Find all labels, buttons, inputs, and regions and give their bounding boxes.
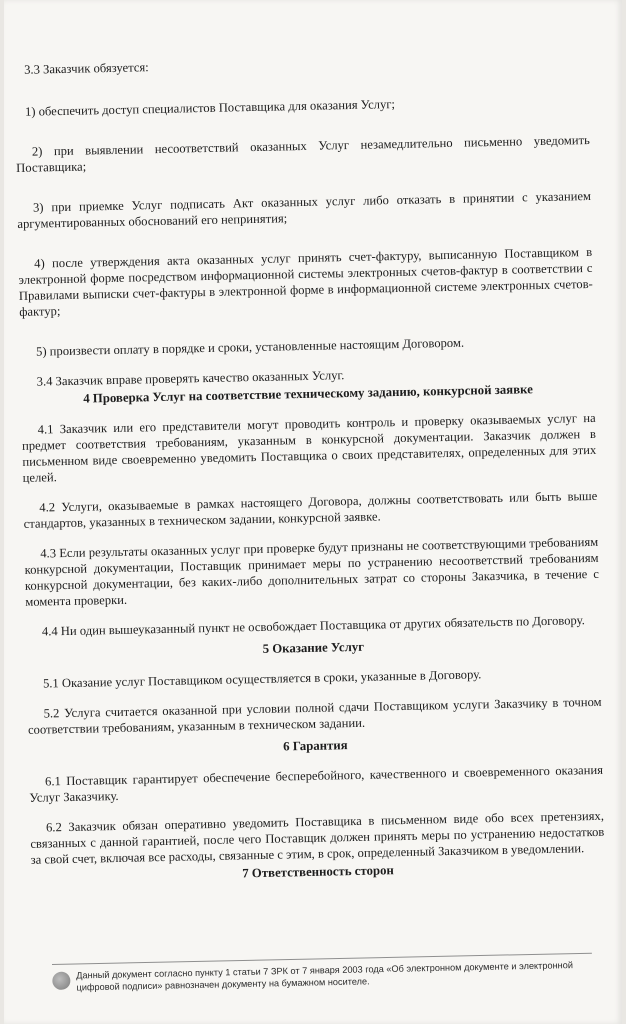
document-body <box>14 50 605 886</box>
seal-icon <box>52 972 70 990</box>
clause-3-3-item-4: 4) после утверждения акта оказанных услуг принять счет-фактуру, выписанную Поставщиком в электронной форме посредством информационной системы электронных счетов-фактур в соответствии с Правилами выписки счет-фактуры в электронной форме в информационной системе электронных счетов-фактур; <box>18 244 593 319</box>
clause-3-3-item-3: 3) при приемке Услуг подписать Акт оказанных услуг либо отказать в принятии с указанием аргументированных обоснований его непринятия; <box>17 188 592 231</box>
clause-4-2: 4.2 Услуги, оказываемые в рамках настоящего Договора, должны соответствовать или быть выше стандартов, указанных в техническом задании, конкурсной заявке. <box>23 488 598 531</box>
section-5-heading: 5 Оказание Услуг <box>262 639 365 656</box>
document-page <box>4 0 622 1024</box>
clause-6-1: 6.1 Поставщик гарантирует обеспечение бесперебойного, качественного и своевременного оказания Услуг Заказчику. <box>29 762 604 805</box>
clause-6-2: 6.2 Заказчик обязан оперативно уведомить Поставщика в письменном виде обо всех претензиях, связанных с данной гарантией, после чего Поставщик должен принять меры по устранению недостатков за свой счет, включая все расходы, связанные с этим, в срок, определенный Заказчиком в уведомлении. <box>30 808 605 867</box>
clause-3-3-item-1: 1) обеспечить доступ специалистов Поставщика для оказания Услуг; <box>24 97 396 119</box>
clause-3-3-item-2: 2) при выявлении несоответствий оказанных Услуг незамедлительно письменно уведомить Поставщика; <box>16 132 590 175</box>
section-4-heading: 4 Проверка Услуг на соответствие техническому заданию, конкурсной заявке <box>83 382 533 406</box>
clause-5-1: 5.1 Оказание услуг Поставщиком осуществляется в сроки, указанные в Договору. <box>42 667 482 691</box>
clause-3-3: 3.3 Заказчик обязуется: <box>24 60 149 77</box>
page-footer <box>52 953 593 994</box>
clause-4-4: 4.4 Ни один вышеуказанный пункт не освобождает Поставщика от других обязательств по Договору. <box>41 613 585 639</box>
section-6-heading: 6 Гарантия <box>282 738 348 754</box>
clause-3-4: 3.4 Заказчик вправе проверять качество оказанных Услуг. <box>36 368 345 389</box>
clause-4-3: 4.3 Если результаты оказанных услуг при проверке будут признаны не соответствующими требованиям конкурсной документации, Поставщик принимает меры по устранению несоответствий требованиям конкурсной документации, без каких-либо дополнительных затрат со стороны Заказчика, в течение с момента проверки. <box>24 534 599 609</box>
clause-5-2: 5.2 Услуга считается оказанной при условии полной сдачи Поставщиком услуги Заказчику в точном соответствии требованиям, указанным в техническом задании. <box>27 694 602 737</box>
clause-4-1: 4.1 Заказчик или его представители могут проводить контроль и проверку оказываемых услуг на предмет соответствия требованиям, указанным в конкурсной документации. Заказчик должен в письменном виде своевременно уведомить Поставщика о своих представителях, определенных для этих целей. <box>21 410 597 485</box>
footer-note: Данный документ согласно пункту 1 статьи 7 ЗРК от 7 января 2003 года «Об электронном документе и электронной цифровой подписи» равнозначен документу на бумажном носителе. <box>76 960 574 993</box>
section-7-heading: 7 Ответственность сторон <box>242 863 394 881</box>
clause-3-3-item-5: 5) произвести оплату в порядке и сроки, установленные настоящим Договором. <box>35 335 465 359</box>
